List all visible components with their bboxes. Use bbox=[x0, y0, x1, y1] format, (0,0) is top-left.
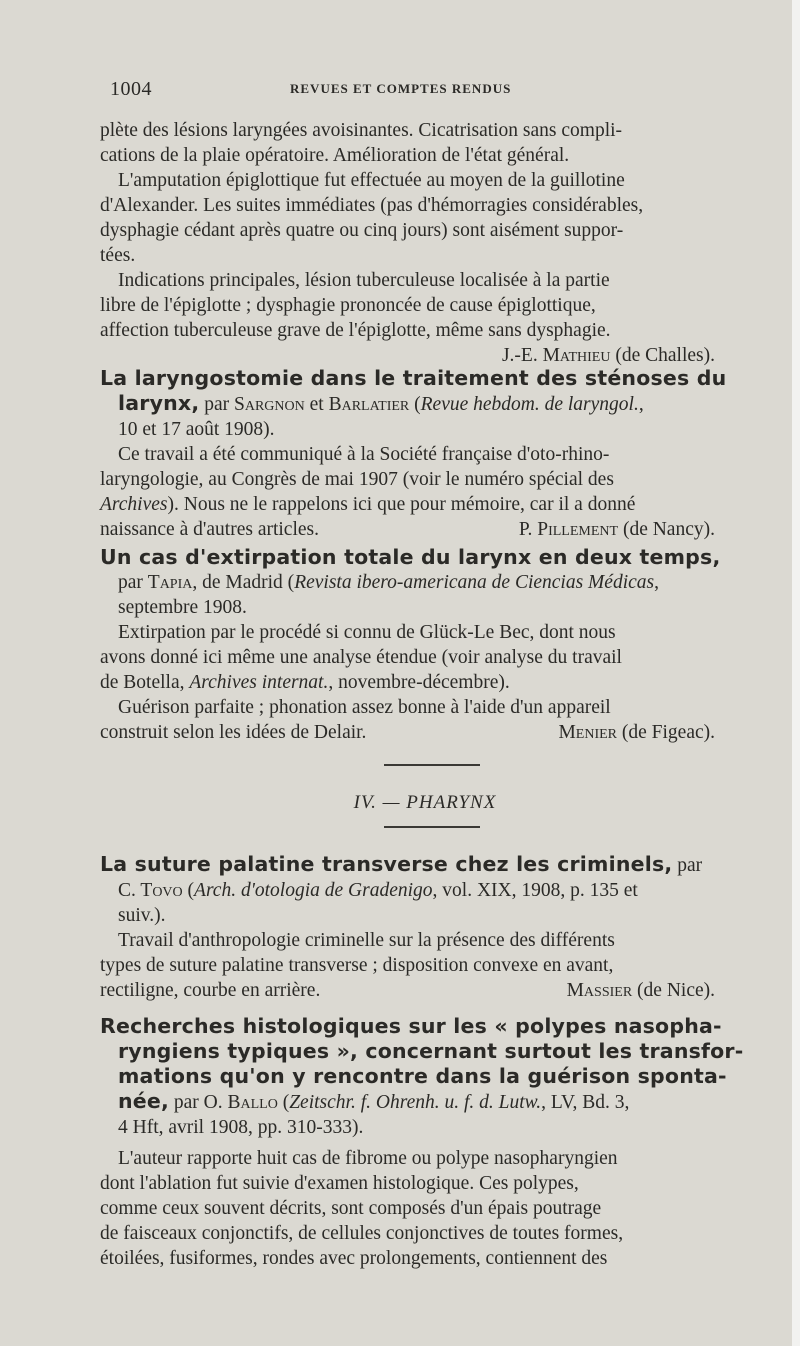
text-line: étoilées, fusiformes, rondes avec prolongements, contiennent des bbox=[100, 1248, 608, 1269]
citation-date: septembre 1908. bbox=[118, 597, 247, 618]
text-line: Guérison parfaite ; phonation assez bonne à l'aide d'un appareil bbox=[118, 697, 611, 718]
running-head: REVUES ET COMPTES RENDUS bbox=[290, 81, 512, 96]
citation-text: ( bbox=[277, 1092, 290, 1113]
citation-date: 4 Hft, avril 1908, pp. 310-333). bbox=[118, 1117, 364, 1138]
journal-name: Revue hebdom. de laryngol. bbox=[420, 394, 639, 415]
text-line: Indications principales, lésion tuberculeuse localisée à la partie bbox=[118, 270, 610, 291]
article-citation bbox=[100, 1089, 750, 1115]
journal-name: Archives internat. bbox=[189, 672, 329, 693]
text-line bbox=[100, 670, 750, 695]
citation-text: , vol. XIX, 1908, p. 135 et bbox=[432, 880, 638, 901]
reviewer-place: (de Figeac). bbox=[617, 722, 715, 743]
reviewer-place: (de Nancy). bbox=[618, 519, 715, 540]
text-line: L'auteur rapporte huit cas de fibrome ou polype nasopharyngien bbox=[118, 1148, 618, 1169]
continued-review bbox=[100, 118, 750, 368]
text-fragment: de Botella, bbox=[100, 672, 190, 693]
reviewer-name: J.-E. Mathieu bbox=[501, 345, 611, 366]
article-title-end: née, bbox=[118, 1089, 169, 1113]
citation-text: par bbox=[672, 855, 703, 876]
citation-text: , de Madrid ( bbox=[192, 572, 295, 593]
author-name: Tapia bbox=[147, 572, 193, 593]
section-heading: IV. — PHARYNX bbox=[353, 792, 497, 813]
reviewer-name: Menier bbox=[558, 722, 617, 743]
article-title: La laryngostomie dans le traitement des sténoses du bbox=[100, 366, 727, 390]
citation-text: par bbox=[118, 572, 148, 593]
citation-text: ( bbox=[409, 394, 421, 415]
journal-name: Archives bbox=[100, 494, 168, 515]
citation-text: par O. bbox=[169, 1092, 228, 1113]
article-title: ryngiens typiques », concernant surtout les transfor- bbox=[118, 1039, 744, 1063]
text-line: affection tuberculeuse grave de l'épiglotte, même sans dysphagie. bbox=[100, 320, 611, 341]
journal-name: Arch. d'otologia de Gradenigo bbox=[194, 880, 433, 901]
review-signature bbox=[100, 343, 750, 368]
review-extirpation bbox=[100, 545, 750, 745]
text-line: types de suture palatine transverse ; disposition convexe en avant, bbox=[100, 955, 614, 976]
author-name: Ballo bbox=[227, 1092, 278, 1113]
journal-name: Zeitschr. f. Ohrenh. u. f. d. Lutw. bbox=[289, 1092, 542, 1113]
text-fragment: naissance à d'autres articles. bbox=[100, 519, 319, 540]
reviewer-place: (de Nice). bbox=[632, 980, 715, 1001]
text-fragment: ). Nous ne le rappelons ici que pour mémoire, car il a donné bbox=[167, 494, 636, 515]
article-title: Recherches histologiques sur les « polypes nasopha- bbox=[100, 1014, 722, 1038]
review-signature bbox=[558, 720, 715, 745]
article-citation bbox=[100, 391, 750, 417]
author-name: Barlatier bbox=[328, 394, 410, 415]
citation-text: ( bbox=[182, 880, 195, 901]
text-fragment: rectiligne, courbe en arrière. bbox=[100, 980, 321, 1001]
article-title-line bbox=[100, 852, 750, 878]
text-line: avons donné ici même une analyse étendue (voir analyse du travail bbox=[100, 647, 622, 668]
reviewer-place: (de Challes). bbox=[610, 345, 715, 366]
text-line: dont l'ablation fut suivie d'examen histologique. Ces polypes, bbox=[100, 1173, 579, 1194]
page-edge bbox=[792, 0, 800, 1346]
article-citation bbox=[100, 878, 750, 903]
journal-name: Revista ibero-americana de Ciencias Médicas bbox=[294, 572, 655, 593]
page-number: 1004 bbox=[110, 78, 152, 100]
article-title: La suture palatine transverse chez les criminels, bbox=[100, 852, 673, 876]
citation-text: et bbox=[304, 394, 329, 415]
text-line: Travail d'anthropologie criminelle sur la présence des différents bbox=[118, 930, 615, 951]
article-title: mations qu'on y rencontre dans la guérison sponta- bbox=[118, 1064, 727, 1088]
text-line: Ce travail a été communiqué à la Société française d'oto-rhino- bbox=[118, 444, 610, 465]
citation-pages: suiv.). bbox=[118, 905, 166, 926]
reviewer-name: Massier bbox=[566, 980, 633, 1001]
text-line: de faisceaux conjonctifs, de cellules conjonctives de toutes formes, bbox=[100, 1223, 624, 1244]
citation-text: , LV, Bd. 3, bbox=[541, 1092, 630, 1113]
text-line bbox=[100, 492, 750, 517]
page-header bbox=[110, 78, 750, 104]
text-line bbox=[100, 720, 750, 745]
citation-text: , bbox=[654, 572, 659, 593]
citation-text: par bbox=[199, 394, 234, 415]
text-line: laryngologie, au Congrès de mai 1907 (voir le numéro spécial des bbox=[100, 469, 614, 490]
review-signature bbox=[519, 517, 715, 542]
text-fragment: construit selon les idées de Delair. bbox=[100, 722, 367, 743]
text-fragment: , novembre-décembre). bbox=[328, 672, 510, 693]
text-line: plète des lésions laryngées avoisinantes. Cicatrisation sans compli- bbox=[100, 120, 623, 141]
section-rule-bottom bbox=[384, 826, 480, 828]
review-laryngostomie bbox=[100, 366, 750, 542]
text-line: dysphagie cédant après quatre ou cinq jours) sont aisément suppor- bbox=[100, 220, 624, 241]
author-name: C. Tovo bbox=[118, 880, 183, 901]
author-name: Sargnon bbox=[234, 394, 305, 415]
section-rule-top bbox=[384, 764, 480, 766]
review-suture-palatine bbox=[100, 852, 750, 1003]
text-line: cations de la plaie opératoire. Amélioration de l'état général. bbox=[100, 145, 570, 166]
reviewer-name: P. Pillement bbox=[518, 519, 619, 540]
review-signature bbox=[567, 978, 715, 1003]
text-line bbox=[100, 517, 750, 542]
text-line: comme ceux souvent décrits, sont composés d'un épais poutrage bbox=[100, 1198, 602, 1219]
text-line: libre de l'épiglotte ; dysphagie prononcée de cause épiglottique, bbox=[100, 295, 596, 316]
text-line: d'Alexander. Les suites immédiates (pas d'hémorragies considérables, bbox=[100, 195, 644, 216]
review-polypes bbox=[100, 1014, 750, 1271]
article-title: Un cas d'extirpation totale du larynx en deux temps, bbox=[100, 545, 721, 569]
citation-date: 10 et 17 août 1908). bbox=[118, 419, 275, 440]
text-line: L'amputation épiglottique fut effectuée au moyen de la guillotine bbox=[118, 170, 625, 191]
text-line: tées. bbox=[100, 245, 136, 266]
text-line bbox=[100, 978, 750, 1003]
article-citation bbox=[100, 570, 750, 595]
article-title-end: larynx, bbox=[118, 391, 200, 415]
text-line: Extirpation par le procédé si connu de Glück-Le Bec, dont nous bbox=[118, 622, 616, 643]
citation-text: , bbox=[638, 394, 644, 415]
